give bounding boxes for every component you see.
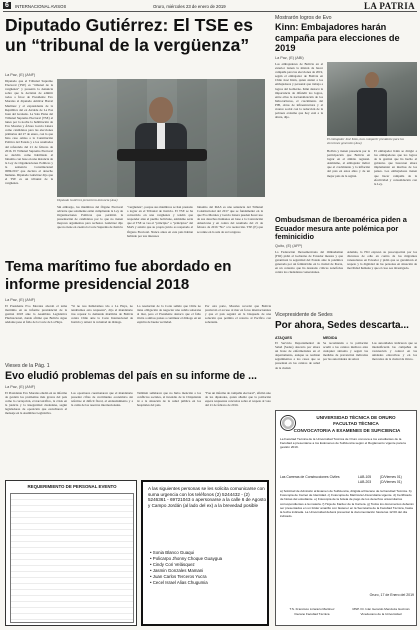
carreras-line: Las Carreras de Construcciones Civiles [280, 475, 340, 479]
story-ombudsman [275, 216, 417, 311]
contacts-intro: A las siguientes personas se les solicita comunicarse con suma urgencia con los teléfonos (2) 5244432 - (2) 5246361 - 69721043 o apersonarse a la calle 6 de Agosto y Campo Jordán (al lado del ex) a la brevedad posible [148, 486, 266, 508]
story-maritimo [5, 258, 271, 360]
byline: La Paz, (E) (ABI) [275, 56, 304, 60]
page-number: 6 [5, 2, 9, 9]
kicker: Mostrarón logros de Evo [275, 15, 332, 21]
headline: Tema marítimo fue abordado en informe presidencial 2018 [5, 258, 232, 293]
list-item: • Juan Carlos Terceros Yucra [150, 574, 207, 579]
headline: Evo eludió problemas del país en su informe de ... [5, 370, 257, 382]
faculty: FACULTAD TÉCNICA [333, 421, 379, 426]
text-column: Sin embargo, los miembros del Órgano Electoral advierte que solamente están cumpliendo la Ley de Organizaciones Políticas que permitió la presentación de candidatos por lo que no tienen mayores argumentos para rechazar. Gutiérrez dijo que no tiene en cuenta la Corte Suprema de Justicia [57, 205, 123, 230]
list-item: • Sonia Blanco Guaqui [150, 550, 195, 555]
story-sedes [275, 312, 417, 408]
signature-1: T.S. Francisco Lizarazu Martínez [289, 607, 335, 611]
subhead: ATAQUES [275, 336, 293, 340]
headline: Diputado Gutiérrez: El TSE es un “tribunal de la vergüenza” [5, 15, 253, 55]
photo-caption: Diputado Gutiérrez presentó la denuncia (Ana) [57, 198, 118, 202]
speaker-figure [135, 97, 187, 197]
ad-title: REQUERIMIENTO DE PERSONAL EVENTO [27, 484, 117, 489]
convocatoria-title: CONVOCATORIA A EXAMENES DE SUFICIENCIA [293, 428, 401, 433]
byline: La Paz, (E) (ANF) [5, 298, 36, 302]
byline: La Paz, (E) (ANF) [5, 385, 36, 389]
kicker: Vicepresidente de Sedes [275, 312, 333, 318]
ad-table [10, 493, 134, 623]
subhead: MEDIDA [323, 336, 338, 340]
page-header [3, 2, 417, 12]
text-column: Por otra parte, Morales recordó que Bolivia promovió el acceso al mar en foros internacionales y que el país seguirá en la búsqueda de una solución que permita el retorno al Pacífico con soberanía. [205, 304, 271, 325]
byline: Quito, (E) (AFP) [275, 244, 303, 248]
text-column: "Fue un informe de campaña electoral", afirmó uno de los diputados, quien añadió que la población espera respuestas concretas sobre el respeto al voto del 21 de febrero de 2016. [205, 391, 271, 408]
text-column: Las autoridades indicaron que se intensificarán las campañas de vacunación y control en las unidades educativas y en los mercados de la ciudad de Oruro. [372, 341, 417, 362]
story-evo-informe [5, 363, 271, 478]
signature-1-title: Decano Facultad Técnica [294, 612, 330, 616]
carrera-schedule: (D/Viernes 01) [380, 480, 402, 484]
contacts-box [141, 480, 269, 626]
text-column: El embajador Kinn se dirigió a los embajadores que los logros de la gestión que ha hecho el gobierno que buscaron ahora implementar en muchos de los países. Los embajadores tienen que hacer campaña de la efectividad y consolidación con la Ley. [374, 149, 417, 186]
carrera-code: LAB-105 [358, 475, 372, 479]
text-column: El Servicio Departamental de Salud (Sedes) descarta por ahora un brote de enfermedades en el departamento, aunque se realizan seguimientos a los casos que se presentan en los centros de salud de la ciudad. [275, 341, 320, 370]
text-column: "Si no nos hubiéramos ido a La Haya, no tendríamos esta respuesta", dijo el mandatario tras repasar la demanda marítima de Bolivia contra Chile ante la Corte Internacional de Justicia y reiteró la voluntad de diálogo. [71, 304, 133, 325]
text-column: El Presidente Evo Morales abordó el tema marítimo en su informe presidencial de la gestión 2018 ante la Asamblea Legislativa Plurinacional, donde afirmó que Bolivia sigue adelante pese al fallo de la Corte de La Haya. [5, 304, 67, 325]
list-item: • Cecel Israel Alias Chugumia [150, 580, 208, 585]
headline: Kinn: Embajadores harán campaña para elecciones de 2019 [275, 22, 400, 53]
text-column: La resolución de la Corte señaló que Chile no tiene obligación de negociar una salida soberana al mar, pero el Presidente destacó que el fallo invita a ambos países a continuar el diálogo en un espíritu de buena vecindad. [137, 304, 201, 325]
list-item: • Cindy Cori Velásquez [150, 562, 195, 567]
contacts-list [150, 550, 266, 586]
carrera-code: LAB-203 [358, 480, 372, 484]
institution: UNIVERSIDAD TÉCNICA DE ORURO [316, 415, 396, 420]
text-column: binomio del MAS es una sentencia del Tribunal Constitucional del 2017 que se fundamentó en la que Evo Morales y García Linera pueden hacer uso de sus derechos humanos en base a la Convención Americana y en contra del resultado del 21 de febrero de 2016 "No" a la reelección. TSE (E) que se reúne en la sala de su Congreso [197, 205, 263, 234]
story-kinn [275, 15, 417, 215]
text-column: Los embajadores de Bolivia en el exterior tienen la misión de hacer campaña para las elecciones de 2019, según el embajador de Bolivia en Chile José Kinn, quien alentó a los embajadores y personal que trabaja a logros del Gobierno. Kinn destacó la importancia de difundir los logros, entre ellos la nacionalización de los hidrocarburos, el crecimiento del PIB, obras de infraestructura y el avance social con la reducción de la pobreza extrema que hoy está a la altura, dijo. [275, 62, 323, 120]
ad-requerimiento [5, 480, 137, 626]
text-column: Bolivia y tienen presencia por la participación que Bolivia en lograr en el ámbito regional. Asimismo, el embajador indicó que el crecimiento y la inflación del país en estos años y de un mejor país de la región. [327, 149, 370, 178]
ad-requirements: a) Solicitud de Admisión al Examen de Suficiencia, dirigida al Decano de la Facultad Técnica. b) Fotocopia de Carnet de Identidad. c) Fotocopia de Matrícula Universitaria vigente. d) Certificado de Notas del estudiante. e) Fotocopia de la boleta de pago de los derechos universitarios correspondientes a la materia. f) Hoja de Kardex de la Carrera. g) Todos los documentos deberán ser presentados en un folder amarillo con fastener en la Secretaría de la Facultad Técnica, hasta la fecha indicada. La Universidad deberá presentar la documentación hasta las 12:00 del día indicado. [280, 489, 414, 519]
text-column: Diputado que el Tribunal Supremo Electoral (TSE) es "tribunal de la vergüenza" y presentó la denuncia sobre que la decisión de admitir todos a favor de Presidente Evo Morales al diputado Amílcar Barral Martínez y el expresidente de la República del ex Alcalde de La Paz Juan del Granado. La Sala Plena del Tribunal Supremo Electoral (TSE) el lunes por la noche la habilitación de Evo Morales y Álvaro García Linera como candidatos para las elecciones primarias del 27 de enero, con la que hizo caso omiso a la Constitución Política del Estado y a los resultados del referendo del 21 de febrero de 2016. El Tribunal Supremo Electoral se decidió como habilitado al binomio con base en una instancia de la Ley de Organizaciones Políticas y la sentencia Constitucional 0084/2017 que declara el derecho humano. Diputado Gutiérrez dijo que el TSE es un tribunal de la vergüenza. [5, 79, 53, 186]
text-column: La Federación Iberoamericana del Ombudsman (FIO) pidió al Gobierno de Ecuador mesura y que garanticen la seguridad del Estado ante la polémica generada por un feminicidio en la ciudad de Ibarra, en un contexto que ha desatado críticas xenófobas contra los ciudadanos venezolanos. [275, 250, 343, 275]
ad-body: La Facultad Técnica de la Universidad Técnica de Oruro convoca a los estudiantes de la Facultad a presentarse a los Exámenes de Suficiencia según el Reglamento vigente para la gestión 2019. [280, 437, 406, 450]
signature-2: MSP. Dr. Iván Gerardo Mendoza Guzmán [352, 607, 410, 611]
uto-convocatoria [275, 410, 417, 626]
text-column: "vergüenza", porque sus miembros se han prestado a lograr en el Tribunal de Justicia. El TSE se ha convertido en una vergüenza y tendrá que responder ante el pueblo boliviano, asimismo sería que el TSE se vea el "principio" o "principios" del MAS y asistió que su propio juicio es respetado el Órgano Electoral. Nunca antes en este país habían hablado por sus intereses [127, 205, 193, 238]
list-item: • Jasmin Gonzales Mamani [150, 568, 204, 573]
dateline: Oruro, miércoles 23 de enero de 2019 [153, 4, 226, 9]
photo-kinn [327, 62, 417, 136]
text-column: El Presidente Evo Morales eludió en su informe de gestión los problemas más graves del país como la corrupción, el narcotráfico, la crisis en la justicia y la inseguridad ciudadana, según legisladores de oposición que escucharon el mensaje en la Asamblea Legislativa. [5, 391, 67, 416]
masthead: LA PATRIA [363, 2, 415, 11]
text-column: Además, la FIO expresó su preocupación por los discursos de odio en contra de los migrantes venezolanos en Ecuador y pidió que se garanticen el respeto y la dignidad de las personas en situación de movilidad humana y que el caso sea investigado. [347, 250, 417, 271]
carrera-schedule: (D/Viernes 01) [380, 475, 402, 479]
byline: La Paz, (E) (ANF) [5, 73, 36, 77]
headline: Ombudsman de Iberoamérica piden a Ecuador mesura ante polémica por feminicidio [275, 216, 407, 242]
section-name: INTERNACIONAL AVISOS [15, 4, 67, 9]
text-column: Se recomienda a la población acudir a los centros médicos ante cualquier síntoma y seguir las medidas de prevención indicadas por las autoridades de salud. [323, 341, 368, 362]
microphones [117, 149, 207, 161]
footer-place: Oruro, 17 de Enero del 2019 [369, 593, 414, 597]
story-gutierrez [5, 15, 267, 260]
text-column: Los opositores cuestionaron que el mandatario presentó cifras de crecimiento económico sin referirse al déficit fiscal, al endeudamiento y a la caída de las reservas internacionales. [71, 391, 133, 408]
photo-gutierrez [57, 79, 265, 197]
text-column: También señalaron que no hubo mención a los conflictos sociales, al incendio de la Chiquitanía ni a la situación de la salud pública en los hospitales del país. [137, 391, 201, 408]
headline: Por ahora, Sedes descarta... [275, 320, 409, 331]
photo-caption: El embajador José Kinn, tuvo compartir presidente para los elecciones generales (Ana) [327, 137, 404, 145]
list-item: • Policarpo Jhonny Choque Guaygua [150, 556, 223, 561]
kinn-figure [357, 72, 387, 136]
kicker: Vieses de la Pág. 1 [5, 363, 50, 369]
signature-2-title: Vicedecano de la Universidad [360, 612, 402, 616]
